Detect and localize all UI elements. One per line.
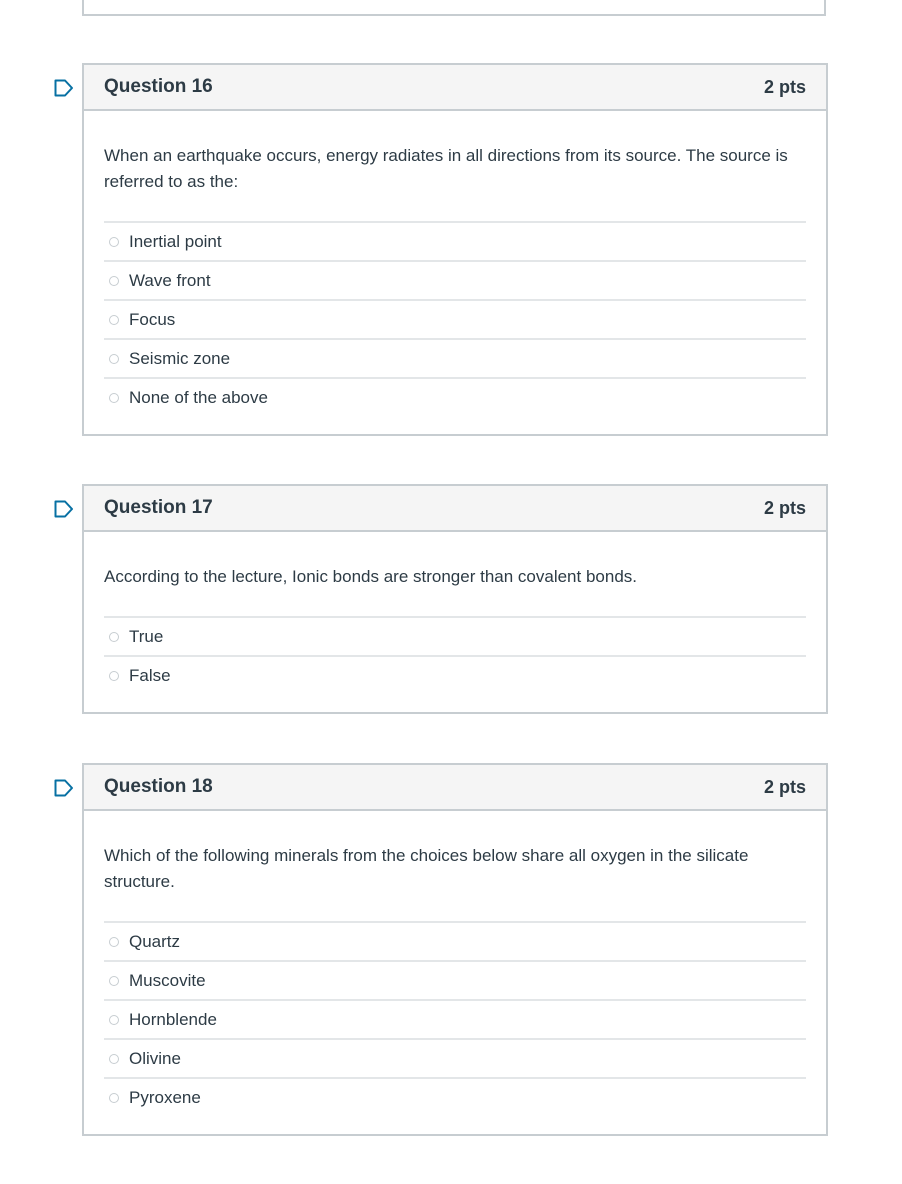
radio-button[interactable]: [109, 1015, 119, 1025]
question-points: 2 pts: [763, 497, 806, 518]
question-title: Question 18: [104, 776, 213, 797]
radio-button[interactable]: [109, 937, 119, 947]
answer-option[interactable]: [104, 1079, 806, 1116]
question-text: According to the lecture, Ionic bonds are stronger than covalent bonds.: [104, 567, 637, 586]
flag-question-icon[interactable]: [54, 79, 74, 97]
answer-option[interactable]: [104, 1040, 806, 1079]
answer-label: None of the above: [129, 387, 268, 407]
question-points: 2 pts: [763, 76, 806, 97]
question-header: [84, 65, 826, 111]
flag-question-icon[interactable]: [54, 500, 74, 518]
answer-option[interactable]: [104, 657, 806, 694]
radio-button[interactable]: [109, 315, 119, 325]
question-body: [84, 111, 826, 434]
answer-option[interactable]: [104, 618, 806, 657]
radio-button[interactable]: [109, 393, 119, 403]
answer-option[interactable]: [104, 262, 806, 301]
answer-label: Olivine: [129, 1048, 181, 1068]
answer-option[interactable]: [104, 923, 806, 962]
radio-button[interactable]: [109, 1054, 119, 1064]
question-title: Question 16: [104, 76, 213, 97]
flag-question-icon[interactable]: [54, 779, 74, 797]
question-body: [84, 532, 826, 712]
answer-label: Wave front: [129, 270, 211, 290]
question-body: [84, 811, 826, 1134]
answer-list: [104, 616, 806, 694]
answer-option[interactable]: [104, 301, 806, 340]
radio-button[interactable]: [109, 1093, 119, 1103]
answer-option[interactable]: [104, 223, 806, 262]
previous-question-card: [82, 0, 826, 16]
answer-list: [104, 921, 806, 1116]
answer-label: Seismic zone: [129, 348, 231, 368]
radio-button[interactable]: [109, 354, 119, 364]
answer-label: Focus: [129, 309, 176, 329]
answer-label: Pyroxene: [129, 1087, 201, 1107]
question-card-16: [82, 63, 828, 436]
radio-button[interactable]: [109, 237, 119, 247]
answer-label: Hornblende: [129, 1009, 217, 1029]
question-header: [84, 486, 826, 532]
radio-button[interactable]: [109, 276, 119, 286]
question-text: Which of the following minerals from the choices below share all oxygen in the silicate structure.: [104, 846, 749, 891]
answer-list: [104, 221, 806, 416]
radio-button[interactable]: [109, 976, 119, 986]
answer-option[interactable]: [104, 340, 806, 379]
answer-label: Quartz: [129, 931, 181, 951]
answer-label: Muscovite: [129, 970, 206, 990]
question-text: When an earthquake occurs, energy radiates in all directions from its source. The source is referred to as the:: [104, 146, 788, 191]
answer-label: True: [129, 626, 164, 646]
question-card-17: [82, 484, 828, 714]
question-header: [84, 765, 826, 811]
question-title: Question 17: [104, 497, 213, 518]
question-points: 2 pts: [763, 776, 806, 797]
answer-option[interactable]: [104, 379, 806, 416]
answer-option[interactable]: [104, 1001, 806, 1040]
answer-option[interactable]: [104, 962, 806, 1001]
answer-label: Inertial point: [129, 231, 222, 251]
question-card-18: [82, 763, 828, 1136]
answer-label: False: [129, 665, 171, 685]
radio-button[interactable]: [109, 671, 119, 681]
radio-button[interactable]: [109, 632, 119, 642]
